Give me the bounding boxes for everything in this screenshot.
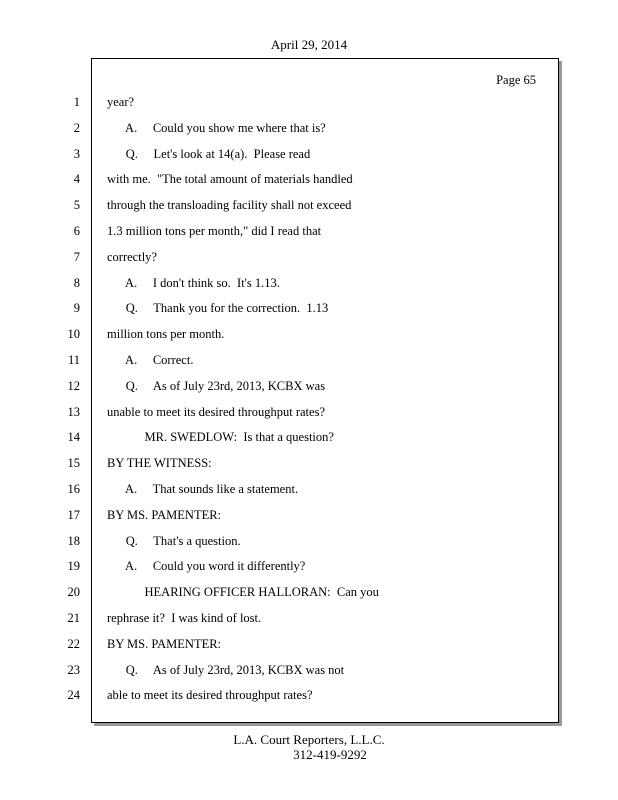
line-number: 13	[67, 405, 80, 419]
line-number: 7	[73, 250, 80, 264]
line-number: 17	[67, 508, 80, 522]
line-number: 3	[73, 147, 80, 161]
line-text: Q. Thank you for the correction. 1.13	[107, 301, 329, 315]
line-text: Q. That's a question.	[107, 534, 241, 548]
line-number: 5	[73, 198, 80, 212]
line-number: 15	[67, 456, 80, 470]
line-text: MR. SWEDLOW: Is that a question?	[107, 430, 334, 444]
line-number: 2	[73, 121, 80, 135]
line-text: A. I don't think so. It's 1.13.	[107, 276, 280, 290]
line-number: 23	[67, 663, 80, 677]
line-number: 19	[67, 559, 80, 573]
line-text: with me. "The total amount of materials handled	[107, 172, 353, 186]
line-number: 18	[67, 534, 80, 548]
line-text: year?	[107, 95, 135, 109]
line-text: A. Could you show me where that is?	[107, 121, 326, 135]
line-text: BY MS. PAMENTER:	[107, 637, 222, 651]
line-text: able to meet its desired throughput rates?	[107, 688, 313, 702]
line-text: Q. Let's look at 14(a). Please read	[107, 147, 311, 161]
line-number: 20	[67, 585, 80, 599]
header-date: April 29, 2014	[270, 37, 348, 52]
line-text: rephrase it? I was kind of lost.	[107, 611, 262, 625]
page-number: Page 65	[496, 73, 536, 87]
line-number: 12	[67, 379, 80, 393]
line-text: 1.3 million tons per month," did I read that	[107, 224, 322, 238]
line-number: 21	[67, 611, 80, 625]
line-text: Q. As of July 23rd, 2013, KCBX was	[107, 379, 326, 393]
line-number: 10	[67, 327, 80, 341]
line-number: 14	[67, 430, 80, 444]
line-number: 16	[67, 482, 80, 496]
line-text: BY MS. PAMENTER:	[107, 508, 222, 522]
line-number: 11	[67, 353, 80, 367]
line-number: 1	[73, 95, 80, 109]
line-number: 8	[73, 276, 80, 290]
line-text: HEARING OFFICER HALLORAN: Can you	[107, 585, 379, 599]
line-number: 6	[73, 224, 80, 238]
line-number: 22	[67, 637, 80, 651]
line-number: 24	[67, 688, 80, 702]
line-number: 9	[73, 301, 80, 315]
line-text: Q. As of July 23rd, 2013, KCBX was not	[107, 663, 345, 677]
line-text: correctly?	[107, 250, 157, 264]
line-text: million tons per month.	[107, 327, 225, 341]
footer	[0, 732, 618, 762]
footer-phone: 312-419-9292	[293, 747, 367, 762]
line-text: A. That sounds like a statement.	[107, 482, 299, 496]
line-number: 4	[73, 172, 80, 186]
line-text: A. Correct.	[107, 353, 194, 367]
footer-company: L.A. Court Reporters, L.L.C.	[233, 732, 385, 747]
line-text: unable to meet its desired throughput rates?	[107, 405, 325, 419]
line-text: through the transloading facility shall not exceed	[107, 198, 352, 212]
line-text: A. Could you word it differently?	[107, 559, 306, 573]
line-text: BY THE WITNESS:	[107, 456, 212, 470]
